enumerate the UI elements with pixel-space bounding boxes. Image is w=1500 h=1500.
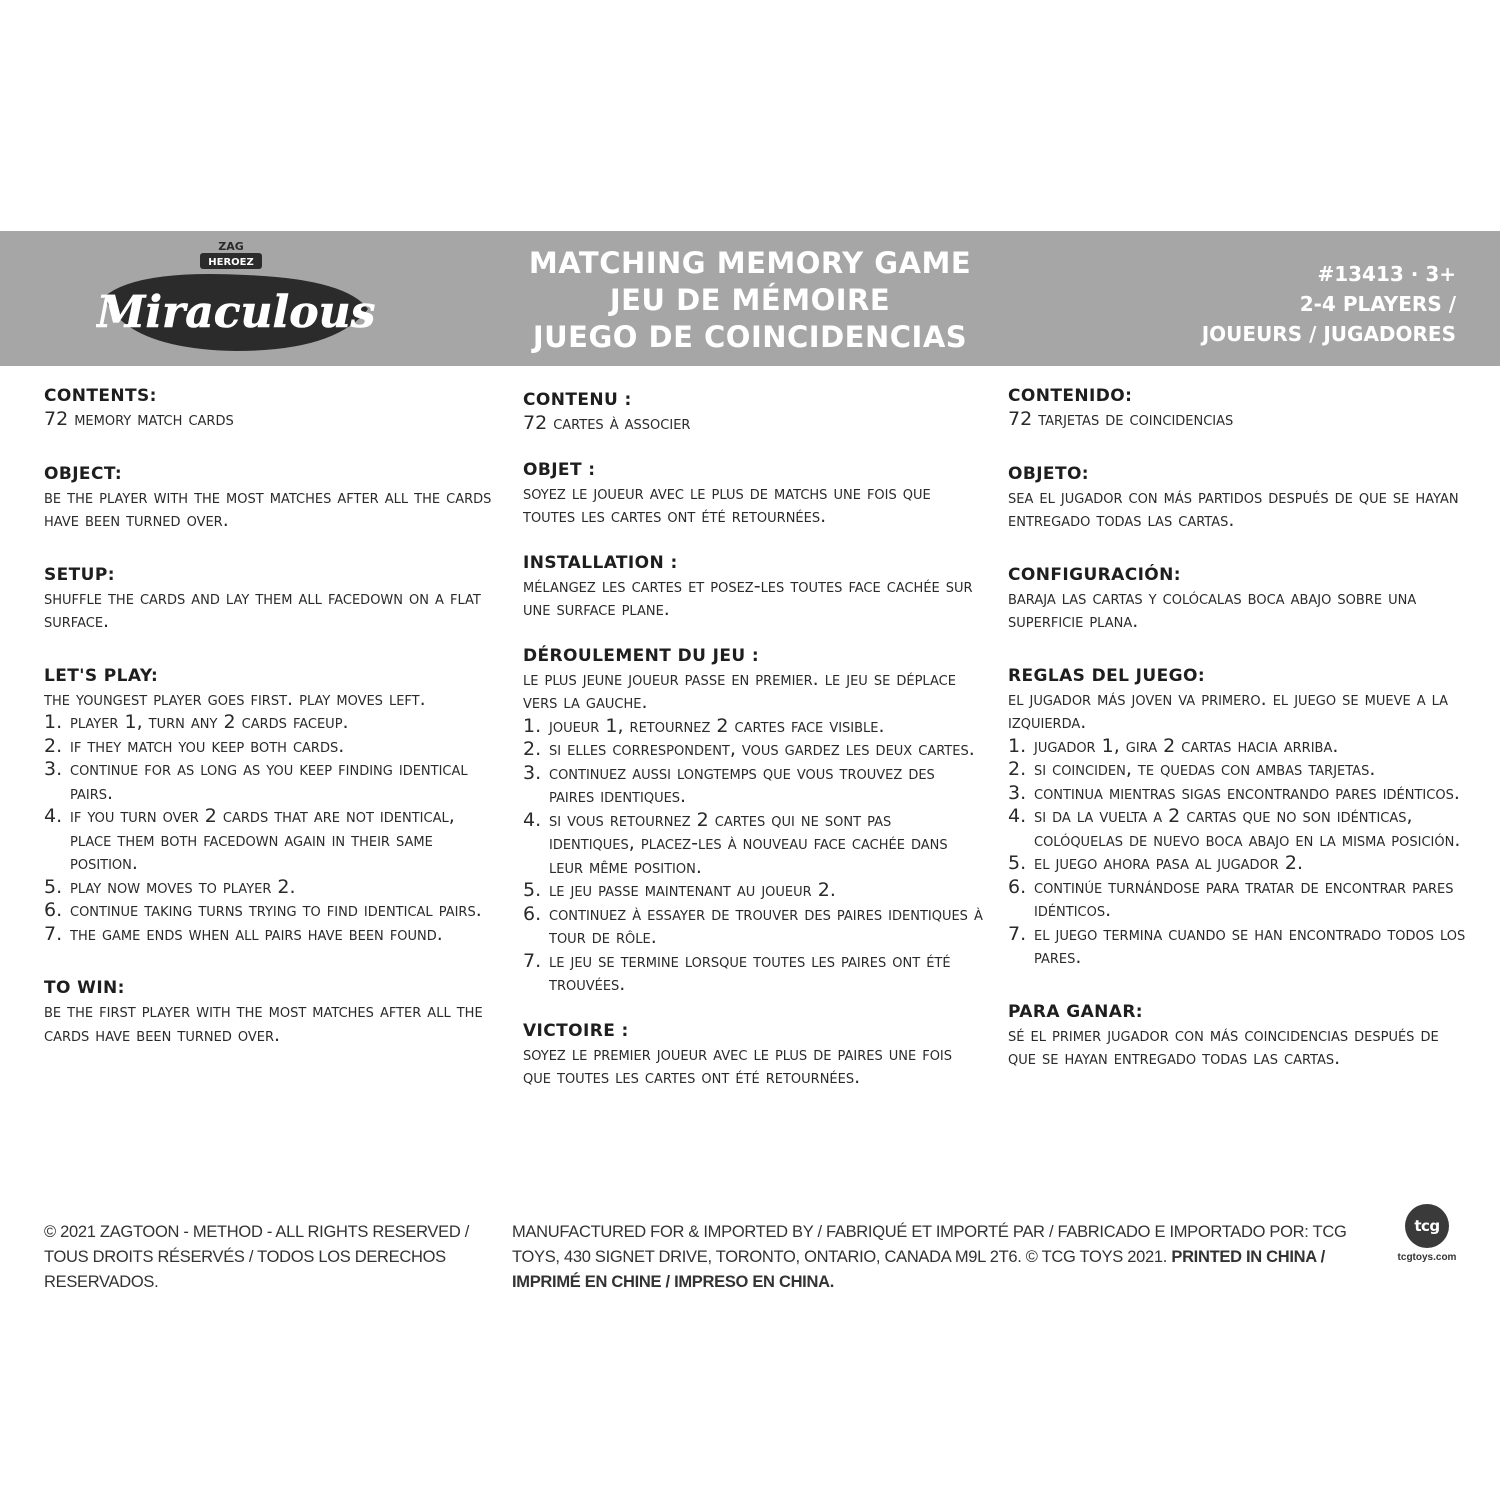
setup-text: baraja las cartas y colócalas boca abajo sobre una superficie plana. [1008,586,1417,632]
step-number: 5. [1008,852,1027,874]
step-number: 6. [1008,875,1027,898]
tcg-logo-icon: tcg [1405,1204,1449,1248]
game-meta [1136,259,1456,349]
play-heading: REGLAS DEL JUEGO: [1008,665,1206,686]
step-text: continue for as long as you keep finding identical pairs. [70,758,468,804]
contents-text: 72 cartes à associer [523,412,691,434]
title-english: MATCHING MEMORY GAME [528,246,972,280]
step-item [1008,782,1468,806]
step-text: continuez à essayer de trouver des paires identiques à tour de rôle. [549,902,983,948]
player-count: 2-4 PLAYERS / [1299,292,1456,316]
step-text: continue taking turns trying to find identical pairs. [70,899,482,921]
object-heading: OBJECT: [44,463,123,484]
win-heading: VICTOIRE : [523,1020,629,1041]
step-item [44,805,500,876]
object-section [1008,462,1468,533]
printed-in-text: PRINTED IN CHINA / IMPRIMÉ EN CHINE / IMPRESO EN CHINA. [512,1248,1325,1291]
game-title [470,245,1030,356]
step-text: joueur 1, retournez 2 cartes face visible. [549,714,885,737]
step-item [523,762,983,809]
step-item [44,899,500,923]
step-text: si coinciden, te quedas con ambas tarjetas. [1034,758,1376,780]
step-number: 1. [523,714,542,737]
step-number: 2. [523,738,542,760]
step-item [523,738,983,762]
step-number: 3. [523,761,542,784]
step-text: if they match you keep both cards. [70,734,345,757]
contents-text: 72 memory match cards [44,408,234,430]
setup-section [1008,563,1468,634]
step-item [523,903,983,950]
step-number: 2. [44,734,63,757]
player-count-translations: JOUEURS / JUGADORES [1201,322,1456,346]
logo-zag-text: ZAG [218,240,244,253]
item-number-age: #13413 · 3+ [1317,262,1456,286]
setup-heading: CONFIGURACIÓN: [1008,564,1181,585]
step-number: 4. [44,805,63,827]
step-text: si vous retournez 2 cartes qui ne sont pas identiques, placez-les à nouveau face cachée dans leur même position. [549,808,948,878]
step-number: 5. [523,879,542,901]
contents-heading: CONTENIDO: [1008,386,1133,406]
contents-section [44,384,500,432]
play-heading: DÉROULEMENT DU JEU : [523,645,760,666]
title-french: JEU DE MÉMOIRE [609,283,891,317]
object-text: sea el jugador con más partidos después de que se hayan entregado todas las cartas. [1008,485,1459,531]
steps-list [523,715,983,997]
step-text: player 1, turn any 2 cards faceup. [70,711,349,733]
step-text: if you turn over 2 cards that are not identical, place them both facedown again in their same position. [70,805,455,874]
object-text: be the player with the most matches after all the cards have been turned over. [44,485,492,531]
step-number: 5. [44,875,63,898]
step-number: 6. [44,899,63,921]
step-number: 6. [523,902,542,925]
play-intro: the youngest player goes first. play moves left. [44,687,426,710]
manufacturer-text: MANUFACTURED FOR & IMPORTED BY / FABRIQUÉ ET IMPORTÉ PAR / FABRICADO E IMPORTADO POR: TCG TOYS, 430 SIGNET DRIVE, TORONTO, ONTARIO, CANADA M9L 2T6. © TCG TOYS 2021. [512,1223,1347,1266]
play-section [523,644,983,997]
win-text: soyez le premier joueur avec le plus de paires une fois que toutes les cartes ont été retournées. [523,1042,953,1088]
step-item [523,950,983,997]
object-heading: OBJETO: [1008,463,1089,484]
step-text: continúe turnándose para tratar de encontrar pares idénticos. [1034,875,1454,921]
step-number: 1. [1008,734,1027,757]
step-item [1008,876,1468,923]
steps-list [1008,735,1468,970]
win-heading: PARA GANAR: [1008,1001,1144,1022]
manufacturer-notice [512,1220,1392,1295]
win-text: be the first player with the most matches after all the cards have been turned over. [44,1000,483,1046]
step-number: 4. [1008,805,1027,827]
step-item [523,879,983,903]
step-item [44,711,500,735]
play-section [44,664,500,947]
miraculous-logo [96,239,376,361]
contents-section [1008,384,1468,432]
step-item [1008,852,1468,876]
step-item [44,735,500,759]
step-number: 1. [44,711,63,733]
step-item [1008,758,1468,782]
step-text: continua mientras sigas encontrando pares idénticos. [1034,781,1460,804]
step-text: el juego ahora pasa al jugador 2. [1034,852,1304,874]
step-number: 7. [1008,922,1027,945]
object-section [523,458,983,529]
step-text: continuez aussi longtemps que vous trouvez des paires identiques. [549,761,935,807]
step-number: 3. [44,758,63,780]
win-section [1008,1000,1468,1071]
object-heading: OBJET : [523,459,596,480]
setup-section [523,551,983,622]
setup-text: mélangez les cartes et posez-les toutes face cachée sur une surface plane. [523,574,973,620]
logo-wordmark: Miraculous [96,287,376,338]
title-spanish: JUEGO DE COINCIDENCIAS [532,320,968,354]
step-text: si elles correspondent, vous gardez les deux cartes. [549,738,975,760]
win-section [44,976,500,1047]
object-section [44,462,500,533]
setup-heading: INSTALLATION : [523,552,678,573]
step-item [44,876,500,900]
header-banner [0,231,1500,366]
step-item [44,923,500,947]
copyright-notice: © 2021 ZAGTOON - METHOD - ALL RIGHTS RESERVED / TOUS DROITS RÉSERVÉS / TODOS LOS DERECHOS RESERVADOS. [44,1223,470,1291]
steps-list [44,711,500,946]
setup-section [44,563,500,634]
english-column [44,384,500,1077]
french-column [523,388,983,1112]
object-text: soyez le joueur avec le plus de matchs une fois que toutes les cartes ont été retournées. [523,481,931,527]
step-number: 2. [1008,758,1027,780]
contents-text: 72 tarjetas de coincidencias [1008,408,1234,430]
step-item [523,809,983,880]
step-number: 4. [523,808,542,831]
step-item [523,715,983,739]
step-text: play now moves to player 2. [70,875,296,898]
play-intro: le plus jeune joueur passe en premier. le jeu se déplace vers la gauche. [523,667,956,713]
step-text: jugador 1, gira 2 cartas hacia arriba. [1034,734,1339,757]
play-section [1008,664,1468,970]
step-item [44,758,500,805]
win-section [523,1019,983,1090]
step-text: le jeu se termine lorsque toutes les paires ont été trouvées. [549,949,951,995]
tcg-logo [1392,1204,1462,1274]
setup-text: shuffle the cards and lay them all facedown on a flat surface. [44,586,481,632]
logo-heroez-text: HEROEZ [208,257,254,268]
win-text: sé el primer jugador con más coincidencias después de que se hayan entregado todas las cartas. [1008,1023,1439,1069]
step-text: the game ends when all pairs have been found. [70,922,443,945]
contents-section [523,388,983,436]
step-number: 7. [44,922,63,945]
step-number: 3. [1008,781,1027,804]
step-number: 7. [523,949,542,972]
tcg-url: tcgtoys.com [1397,1252,1457,1263]
setup-heading: SETUP: [44,564,115,585]
step-text: el juego termina cuando se han encontrado todos los pares. [1034,922,1466,968]
spanish-column [1008,384,1468,1101]
play-intro: el jugador más joven va primero. el juego se mueve a la izquierda. [1008,687,1449,733]
contents-heading: CONTENTS: [44,386,157,406]
step-text: le jeu passe maintenant au joueur 2. [549,879,836,901]
win-heading: TO WIN: [44,978,125,998]
step-item [1008,923,1468,970]
contents-heading: CONTENU : [523,390,632,410]
step-item [1008,805,1468,852]
play-heading: LET'S PLAY: [44,665,159,686]
step-text: si da la vuelta a 2 cartas que no son idénticas, colóquelas de nuevo boca abajo en la misma posición. [1034,805,1461,851]
step-item [1008,735,1468,759]
